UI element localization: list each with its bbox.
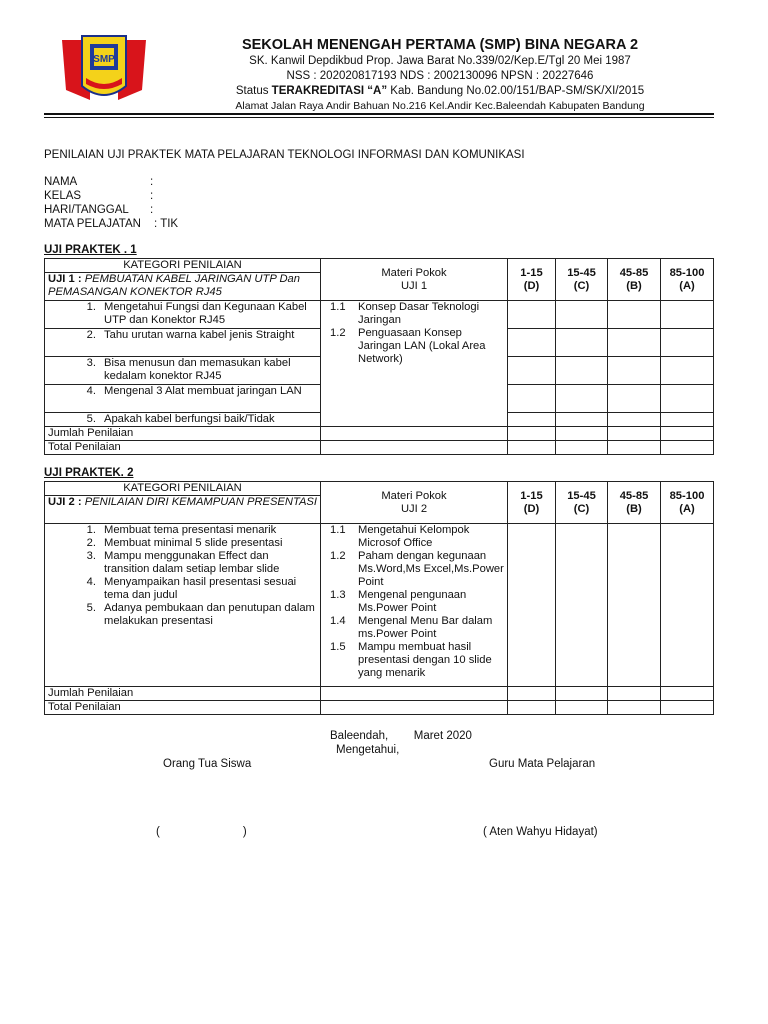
score-col-c xyxy=(556,259,608,301)
criterion-number: 1. xyxy=(86,301,96,313)
colon-nama: : xyxy=(150,176,154,188)
score-cell[interactable] xyxy=(508,701,556,715)
score-cell[interactable] xyxy=(608,701,661,715)
score-cell[interactable] xyxy=(661,385,714,413)
materi-text: Mengetahui Kelompok Microsof Office xyxy=(358,524,470,549)
section1-title: UJI PRAKTEK . 1 xyxy=(44,244,137,256)
parent-signature-line: ( ) xyxy=(156,826,247,838)
score-cell[interactable] xyxy=(608,441,661,455)
score-cell[interactable] xyxy=(608,413,661,427)
score-cell[interactable] xyxy=(508,524,556,687)
status-accreditation: TERAKREDITASI “A” xyxy=(271,85,388,97)
acknowledged-label: Mengetahui, xyxy=(336,744,400,756)
school-header xyxy=(160,36,720,114)
score-cell[interactable] xyxy=(661,687,714,701)
materi-header xyxy=(321,259,508,301)
uji-label: UJI 2 : xyxy=(48,496,85,508)
score-grade: (B) xyxy=(626,502,642,515)
score-grade: (C) xyxy=(573,502,590,515)
ids-line: NSS : 202020817193 NDS : 2002130096 NPSN : 20227646 xyxy=(286,70,594,82)
criterion-text: Bisa menusun dan memasukan kabel kedalam konektor RJ45 xyxy=(104,357,291,382)
score-range: 85-100 xyxy=(669,489,705,502)
criterion-cell xyxy=(45,385,321,413)
criterion-number: 2. xyxy=(86,537,96,549)
materi-label: Materi Pokok xyxy=(381,489,447,502)
score-col-a xyxy=(661,259,714,301)
criterion-text: Membuat tema presentasi menarik xyxy=(104,524,277,536)
kategori-header: KATEGORI PENILAIAN xyxy=(45,482,321,496)
criterion-text: Membuat minimal 5 slide presentasi xyxy=(104,537,283,549)
assessment-table-2 xyxy=(44,481,714,715)
materi-number: 1.4 xyxy=(330,615,346,627)
criterion-text: Mengetahui Fungsi dan Kegunaan Kabel UTP dan Konektor RJ45 xyxy=(104,301,307,326)
criterion-number: 3. xyxy=(86,357,96,369)
label-nama: NAMA xyxy=(44,176,78,188)
score-range: 1-15 xyxy=(520,489,543,502)
status-suffix: Kab. Bandung No.02.00/151/BAP-SM/SK/XI/2015 xyxy=(387,85,645,97)
jumlah-label: Jumlah Penilaian xyxy=(45,687,321,701)
materi-number: 1.2 xyxy=(330,550,346,562)
score-cell[interactable] xyxy=(556,687,608,701)
score-col-b xyxy=(608,259,661,301)
address-line: Alamat Jalan Raya Andir Bahuan No.216 Kel.Andir Kec.Baleendah Kabupaten Bandung xyxy=(235,100,645,112)
criterion-number: 4. xyxy=(86,576,96,588)
logo-text: SMP xyxy=(93,54,115,65)
score-cell[interactable] xyxy=(508,413,556,427)
document-title: PENILAIAN UJI PRAKTEK MATA PELAJARAN TEKNOLOGI INFORMASI DAN KOMUNIKASI xyxy=(44,149,525,161)
criterion-text: Menyampaikan hasil presentasi sesuai tema dan judul xyxy=(104,576,297,601)
score-range: 15-45 xyxy=(567,489,596,502)
status-prefix: Status xyxy=(235,85,272,97)
criterion-number: 1. xyxy=(86,524,96,536)
jumlah-cell[interactable] xyxy=(321,687,508,701)
materi-text: Penguasaan Konsep Jaringan LAN (Lokal Area Network) xyxy=(358,327,486,365)
materi-number: 1.1 xyxy=(330,524,346,536)
materi-text: Mengenal Menu Bar dalam ms.Power Point xyxy=(358,615,493,640)
criterion-number: 2. xyxy=(86,329,96,341)
materi-text: Konsep Dasar Teknologi Jaringan xyxy=(358,301,480,326)
criterion-cell xyxy=(45,413,321,427)
criterion-text: Tahu urutan warna kabel jenis Straight xyxy=(104,329,295,341)
score-cell[interactable] xyxy=(556,301,608,329)
assessment-table-1 xyxy=(44,258,714,455)
section2-title: UJI PRAKTEK. 2 xyxy=(44,467,134,479)
materi-text: Mengenal pengunaan Ms.Power Point xyxy=(358,589,467,614)
header-divider-thin xyxy=(44,117,714,118)
score-cell[interactable] xyxy=(608,329,661,357)
total-label: Total Penilaian xyxy=(45,441,321,455)
total-label: Total Penilaian xyxy=(45,701,321,715)
score-cell[interactable] xyxy=(508,385,556,413)
score-grade: (C) xyxy=(573,279,590,292)
score-grade: (B) xyxy=(626,279,642,292)
criteria-cell xyxy=(45,524,321,687)
materi-cell xyxy=(321,524,508,687)
score-cell[interactable] xyxy=(661,427,714,441)
score-cell[interactable] xyxy=(508,357,556,385)
uji-title: PENILAIAN DIRI KEMAMPUAN PRESENTASI xyxy=(84,496,317,508)
materi-number: 1.5 xyxy=(330,641,346,653)
score-cell[interactable] xyxy=(608,385,661,413)
uji-title-cell xyxy=(45,273,321,301)
score-cell[interactable] xyxy=(608,301,661,329)
teacher-label: Guru Mata Pelajaran xyxy=(489,758,596,770)
score-cell[interactable] xyxy=(661,329,714,357)
uji-title-cell xyxy=(45,496,321,524)
criterion-number: 5. xyxy=(86,602,96,614)
uji-title: PEMBUATAN KABEL JARINGAN UTP Dan PEMASANGAN KONEKTOR RJ45 xyxy=(48,273,300,298)
materi-number: 1.3 xyxy=(330,589,346,601)
score-cell[interactable] xyxy=(556,427,608,441)
kategori-header: KATEGORI PENILAIAN xyxy=(45,259,321,273)
score-cell[interactable] xyxy=(508,427,556,441)
jumlah-label: Jumlah Penilaian xyxy=(45,427,321,441)
score-cell[interactable] xyxy=(608,687,661,701)
criterion-cell xyxy=(45,301,321,329)
score-range: 45-85 xyxy=(619,489,649,502)
score-cell[interactable] xyxy=(661,413,714,427)
score-cell[interactable] xyxy=(556,385,608,413)
score-cell[interactable] xyxy=(608,357,661,385)
total-cell[interactable] xyxy=(321,701,508,715)
colon-hari: : xyxy=(150,204,154,216)
criterion-cell xyxy=(45,329,321,357)
materi-sub: UJI 2 xyxy=(400,502,428,515)
criterion-text: Mampu menggunakan Effect dan transition dalam setiap lembar slide xyxy=(104,550,280,575)
label-kelas: KELAS xyxy=(44,190,82,202)
score-grade: (D) xyxy=(523,279,540,292)
score-col-d xyxy=(508,259,556,301)
score-cell[interactable] xyxy=(556,357,608,385)
score-col-b xyxy=(608,482,661,524)
criterion-text: Mengenal 3 Alat membuat jaringan LAN xyxy=(104,385,302,397)
score-cell[interactable] xyxy=(556,524,608,687)
status-line xyxy=(160,84,720,99)
score-range: 45-85 xyxy=(619,266,649,279)
total-cell[interactable] xyxy=(321,441,508,455)
materi-cell xyxy=(321,301,508,427)
criterion-number: 4. xyxy=(86,385,96,397)
colon-kelas: : xyxy=(150,190,154,202)
uji-label: UJI 1 : xyxy=(48,273,85,285)
score-range: 15-45 xyxy=(567,266,596,279)
school-logo xyxy=(60,34,148,106)
materi-number: 1.2 xyxy=(330,327,346,339)
materi-text: Mampu membuat hasil presentasi dengan 10 slide yang menarik xyxy=(358,641,492,679)
mapel-value xyxy=(154,218,178,230)
score-cell[interactable] xyxy=(661,524,714,687)
school-name: SEKOLAH MENENGAH PERTAMA (SMP) BINA NEGARA 2 xyxy=(241,37,639,53)
materi-number: 1.1 xyxy=(330,301,346,313)
colon-mapel: : xyxy=(154,218,158,230)
place-date: Baleendah, Maret 2020 xyxy=(330,730,472,742)
score-cell[interactable] xyxy=(508,441,556,455)
header-divider-thick xyxy=(44,113,714,115)
score-cell[interactable] xyxy=(556,329,608,357)
score-col-d xyxy=(508,482,556,524)
score-range: 1-15 xyxy=(520,266,543,279)
mapel-subject: TIK xyxy=(160,218,179,230)
criterion-number: 5. xyxy=(86,413,96,425)
label-hari: HARI/TANGGAL xyxy=(44,204,129,216)
materi-text: Paham dengan kegunaan Ms.Word,Ms Excel,Ms.Power Point xyxy=(358,550,504,588)
label-mapel: MATA PELAJATAN xyxy=(44,218,141,230)
jumlah-cell[interactable] xyxy=(321,427,508,441)
materi-label: Materi Pokok xyxy=(381,266,447,279)
score-cell[interactable] xyxy=(608,524,661,687)
criterion-text: Adanya pembukaan dan penutupan dalam melakukan presentasi xyxy=(104,602,315,627)
decree-line: SK. Kanwil Depdikbud Prop. Jawa Barat No.339/02/Kep.E/Tgl 20 Mei 1987 xyxy=(249,55,631,67)
score-cell[interactable] xyxy=(556,701,608,715)
criterion-number: 3. xyxy=(86,550,96,562)
score-col-a xyxy=(661,482,714,524)
score-grade: (D) xyxy=(523,502,540,515)
score-cell[interactable] xyxy=(556,441,608,455)
score-cell[interactable] xyxy=(608,427,661,441)
materi-sub: UJI 1 xyxy=(400,279,428,292)
score-cell[interactable] xyxy=(661,701,714,715)
criterion-cell xyxy=(45,357,321,385)
score-cell[interactable] xyxy=(508,687,556,701)
score-col-c xyxy=(556,482,608,524)
score-range: 85-100 xyxy=(669,266,705,279)
parent-label: Orang Tua Siswa xyxy=(163,758,252,770)
score-cell[interactable] xyxy=(508,301,556,329)
score-cell[interactable] xyxy=(661,357,714,385)
score-cell[interactable] xyxy=(508,329,556,357)
materi-header xyxy=(321,482,508,524)
score-cell[interactable] xyxy=(556,413,608,427)
score-cell[interactable] xyxy=(661,441,714,455)
teacher-name: ( Aten Wahyu Hidayat) xyxy=(483,826,598,838)
score-grade: (A) xyxy=(679,279,695,292)
score-cell[interactable] xyxy=(661,301,714,329)
criterion-text: Apakah kabel berfungsi baik/Tidak xyxy=(104,413,275,425)
score-grade: (A) xyxy=(679,502,695,515)
